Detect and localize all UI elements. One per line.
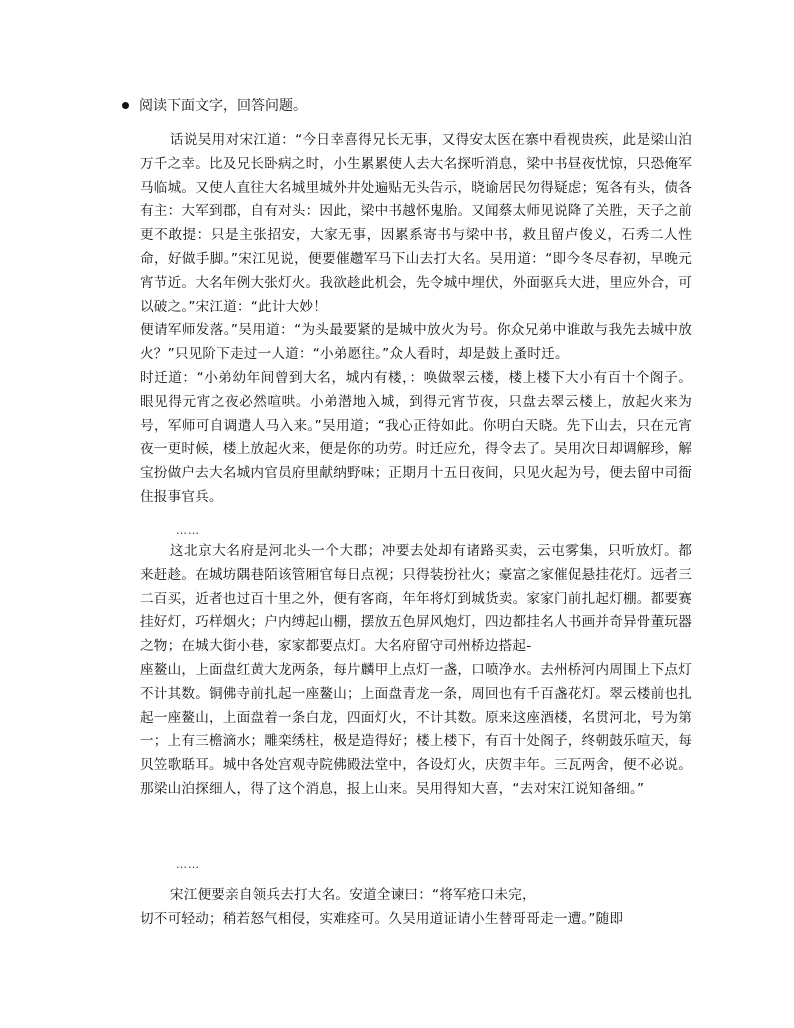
- passage-section-2: [140, 540, 692, 802]
- bullet-icon: [122, 102, 129, 109]
- passage-paragraph: 时迁道：“小弟幼年间曾到大名，城内有楼，：唤做翠云楼，楼上楼下大小有百十个阁子。眼见得元宵之夜必然喧哄。小弟潜地入城，到得元宵节夜，只盘去翠云楼上，放起火来为号，军师可自调遣人马入来。”吴用道；“我心正待如此。你明白天晓。先下山去，只在元宵夜一更时候，楼上放起火来，便是你的功劳。时迁应允，得令去了。吴用次日却调解珍，解宝扮做户去大名城内官员府里献纳野味；正期月十五日夜间，只见火起为号，便去留中司衙住报事官兵。: [140, 369, 692, 505]
- passage-section-1: [140, 129, 692, 510]
- passage-paragraph: 这北京大名府是河北头一个大郡；冲要去处却有诸路买卖，云屯雾集，只听放灯。都来赶趁。在城坊隅巷陌该管厢官每日点视；只得装扮社火；豪富之家催促悬挂花灯。远者三二百买，近者也过百十里之外，便有客商，年年将灯到城货卖。家家门前扎起灯棚。都要赛挂好灯，巧样烟火；户内缚起山棚，摆放五色屏风炮灯，四边都挂名人书画并奇异骨董玩器之物；在城大街小巷，家家都要点灯。大名府留守司州桥边搭起-: [140, 543, 692, 655]
- passage-paragraph: 话说吴用对宋江道：“今日幸喜得兄长无事，又得安太医在寨中看视贵疾，此是梁山泊万千之幸。比及兄长卧病之时，小生累累使人去大名探听消息，梁中书昼夜忧惊，只恐俺军马临城。又使人直往大名城里城外井处遍贴无头告示，晓谕居民勿得疑虑；冤各有头，债各有主：大军到郡，自有对头：因此，梁中书越怀鬼胎。又闻蔡太师见说降了关胜，天子之前更不敢提：只是主张招安，大家无事，因累系寄书与梁中书，救且留卢俊义，石秀二人性命，好做手脚。”宋江见说，便要催趱军马下山去打大名。吴用道：“即今冬尽春初，早晚元宵节近。大名年例大张灯火。我欲趁此机会，先令城中埋伏，外面驱兵大进，里应外合，可以破之。”宋江道：“此计大妙！: [140, 132, 692, 315]
- passage-paragraph: 宋江便要亲自领兵去打大名。安道全谏曰：“将军疮口未完，: [169, 887, 536, 903]
- ellipsis-divider: ……: [176, 524, 200, 537]
- passage-section-3: [140, 884, 692, 932]
- question-item: [122, 96, 307, 116]
- ellipsis-divider: ……: [176, 858, 200, 871]
- passage-paragraph: 便请军师发落。”吴用道：“为头最要紧的是城中放火为号。你众兄弟中谁敢与我先去城中放火？”只见阶下走过一人道：“小弟愿往。”众人看时，却是鼓上蚤时迁。: [140, 322, 692, 363]
- passage-paragraph: 切不可轻动；稍若怒气相侵，实难痊可。久吴用道证请小生替哥哥走一遭。”随即: [140, 910, 624, 927]
- question-prompt: 阅读下面文字，回答问题。: [139, 98, 307, 114]
- passage-paragraph: 座鳌山，上面盘红黄大龙两条，每片麟甲上点灯一盏，口喷净水。去州桥河内周围上下点灯不计其数。铜佛寺前扎起一座鳌山；上面盘青龙一条，周回也有千百盏花灯。翠云楼前也扎起一座鳌山，上面盘着一条白龙，四面灯火，不计其数。原来这座酒楼，名贯河北，号为第一；上有三檐滴水；雕栾绣柱，极是造得好；楼上楼下，有百十处阁子，终朝鼓乐喧天，每贝笠歌聒耳。城中各处宫观寺院佛殿法堂中，各设灯火，庆贺丰年。三瓦两舍，便不必说。那梁山泊探细人，得了这个消息，报上山来。吴用得知大喜，“去对宋江说知备细。”: [140, 661, 692, 797]
